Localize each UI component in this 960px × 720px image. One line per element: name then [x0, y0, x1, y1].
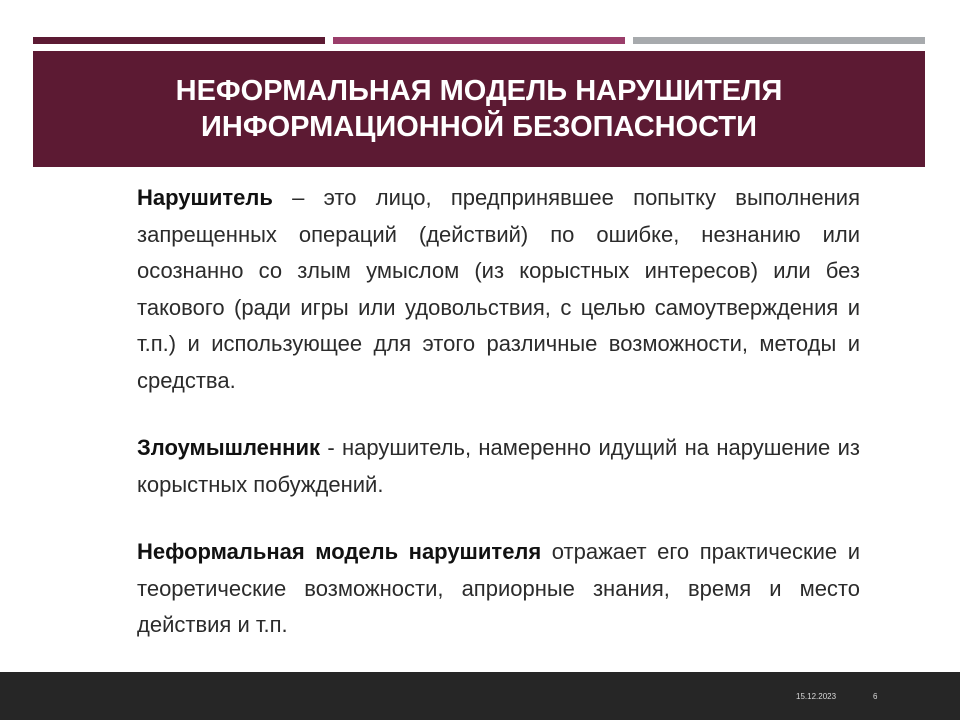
slide-content	[137, 180, 860, 644]
accent-bar-neutral	[633, 37, 925, 44]
footer-date: 15.12.2023	[796, 692, 837, 701]
definition-malefactor	[137, 430, 860, 503]
slide-title-line-1: НЕФОРМАЛЬНАЯ МОДЕЛЬ НАРУШИТЕЛЯ	[175, 75, 783, 107]
term-informal-model: Неформальная модель нарушителя	[137, 539, 542, 564]
slide-footer	[0, 672, 960, 720]
accent-bar-primary	[33, 37, 325, 44]
definition-intruder	[137, 180, 860, 399]
term-intruder: Нарушитель	[137, 185, 273, 210]
term-malefactor: Злоумышленник	[137, 435, 320, 460]
title-banner	[33, 51, 925, 167]
definition-malefactor-text: - нарушитель, намеренно идущий на нарушение из корыстных побуждений.	[137, 435, 860, 497]
page-number: 6	[873, 692, 878, 701]
definition-informal-model	[137, 534, 860, 644]
accent-bar-secondary	[333, 37, 625, 44]
slide-title-line-2: ИНФОРМАЦИОННОЙ БЕЗОПАСНОСТИ	[201, 111, 757, 143]
definition-informal-model-text: отражает его практические и теоретические возможности, априорные знания, время и место действия и т.п.	[137, 539, 860, 637]
definition-intruder-text: – это лицо, предпринявшее попытку выполнения запрещенных операций (действий) по ошибке, незнанию или осознанно со злым умыслом (из корыстных интересов) или без такового (ради игры или удовольствия, с целью самоутверждения и т.п.) и использующее для этого различные возможности, методы и средства.	[137, 185, 860, 393]
